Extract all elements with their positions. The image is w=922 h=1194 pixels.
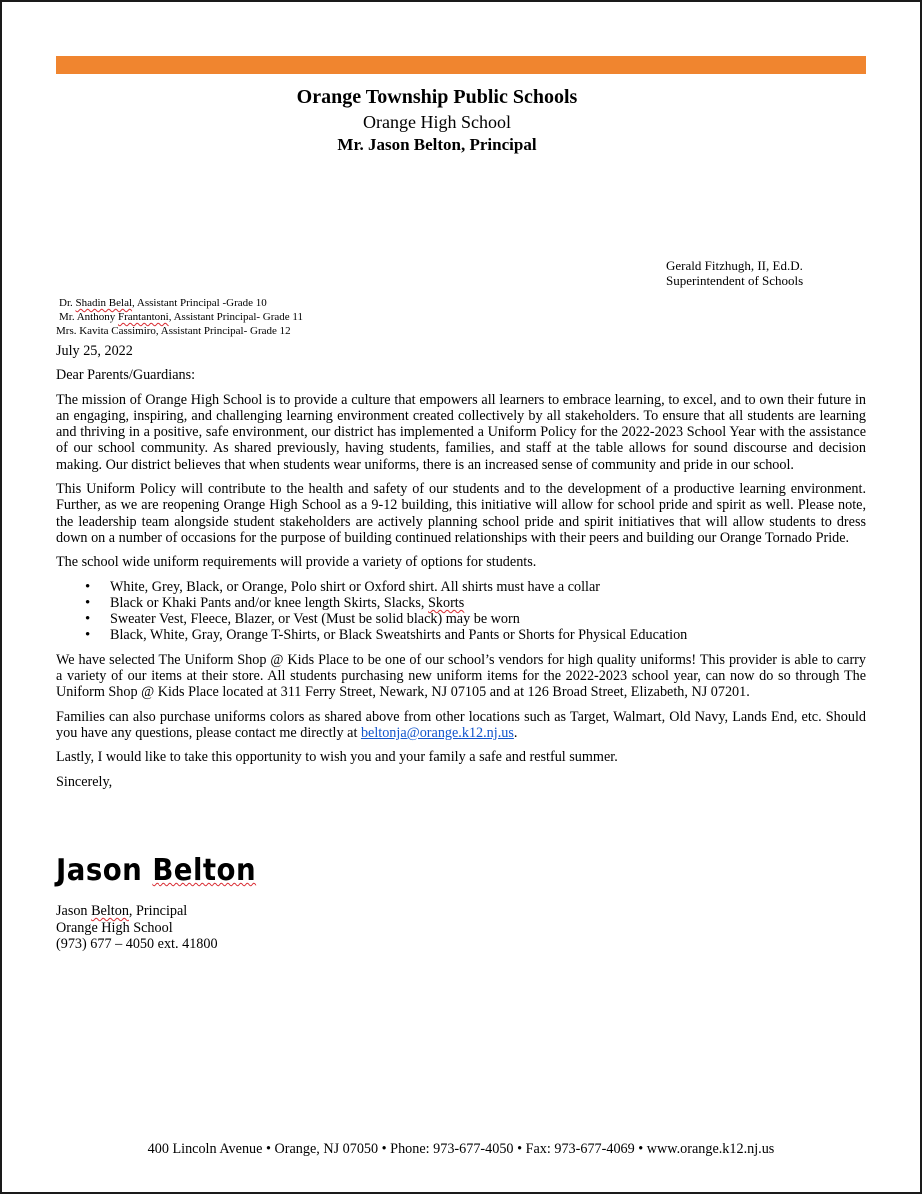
contact-text: Families can also purchase uniforms colors as shared above from other locations such as Target, Walmart, Old Navy, Lands End, etc. Should you have any questions, please contact me directly at (56, 708, 866, 741)
signer-name-line (56, 903, 218, 920)
ap1-role: , Assistant Principal -Grade 10 (132, 297, 267, 309)
letter-date: July 25, 2022 (56, 343, 133, 359)
footer-address: 400 Lincoln Avenue • Orange, NJ 07050 • Phone: 973-677-4050 • Fax: 973-677-4069 • www.orange.k12.nj.us (147, 1141, 775, 1157)
list-item: • Black, White, Gray, Orange T-Shirts, or Black Sweatshirts and Pants or Shorts for Physical Education (110, 627, 866, 643)
closing: Sincerely, (56, 773, 113, 790)
signer-last: Belton (91, 903, 129, 919)
assistant-principal-2 (56, 310, 303, 324)
header-accent-bar (56, 56, 866, 74)
list-item (110, 595, 866, 611)
signer-block (56, 903, 218, 953)
paragraph-closing-wish: Lastly, I would like to take this opportunity to wish you and your family a safe and restful summer. (56, 749, 618, 766)
salutation: Dear Parents/Guardians: (56, 367, 196, 384)
signer-first: Jason (56, 903, 92, 919)
list-item: • White, Grey, Black, or Orange, Polo shirt or Oxford shirt. All shirts must have a collar (110, 579, 866, 595)
email-link[interactable]: beltonja@orange.k12.nj.us (360, 724, 514, 741)
assistant-principals (56, 296, 303, 338)
principal-name: Mr. Jason Belton, Principal (337, 135, 537, 154)
paragraph-contact (56, 709, 866, 742)
list-item: • Sweater Vest, Fleece, Blazer, or Vest (Must be solid black) may be worn (110, 611, 866, 627)
contact-period: . (513, 724, 518, 741)
signer-school: Orange High School (56, 919, 173, 936)
ap2-name: Frantantoni (117, 311, 169, 323)
signature-first: Jason (56, 853, 153, 888)
letter-body (56, 343, 866, 798)
superintendent-name: Gerald Fitzhugh, II, Ed.D. (666, 258, 803, 273)
signature-last: Belton (152, 853, 257, 888)
superintendent-block (666, 258, 803, 288)
uniform-requirements-list (56, 579, 866, 644)
ap2-role: , Assistant Principal- Grade 11 (168, 311, 304, 323)
school-name: Orange High School (363, 112, 511, 132)
ap1-prefix: Dr. (59, 297, 76, 309)
bullet2-skorts: Skorts (428, 594, 465, 611)
paragraph-policy: This Uniform Policy will contribute to the health and safety of our students and to the development of a productive learning environment. Further, as we are reopening Orange High School as a 9-12 building, this initiative will allow for school pride and spirit as well. Please note, the leadership team alongside student stakeholders are actively planning school pride and spirit initiatives that will allow students to dress down on a number of occasions for the purpose of building continued relationships with their peers and building our Orange Tornado Pride. (56, 481, 866, 546)
paragraph-vendor: We have selected The Uniform Shop @ Kids Place to be one of our school’s vendors for high quality uniforms! This provider is able to carry a variety of our items at their store. All students purchasing new uniform items for the 2022-2023 school year, can now do so through The Uniform Shop @ Kids Place located at 311 Ferry Street, Newark, NJ 07105 and at 126 Broad Street, Elizabeth, NJ 07201. (56, 651, 866, 701)
superintendent-title: Superintendent of Schools (666, 273, 804, 288)
signer-phone: (973) 677 – 4050 ext. 41800 (56, 936, 218, 952)
paragraph-mission: The mission of Orange High School is to provide a culture that empowers all learners to embrace learning, to excel, and to own their future in an engaging, inspiring, and challenging learning environment created collectively by all stakeholders. To ensure that all students are learning and thriving in a positive, safe environment, our district has implemented a Uniform Policy for the 2022-2023 School Year with the assistance of our school community. As shared previously, having students, families, and staff at the table allows for sound discourse and decision making. Our district believes that when students wear uniforms, there is an increased sense of community and pride in our school. (56, 391, 866, 473)
ap2-prefix: Mr. Anthony (59, 311, 118, 323)
paragraph-requirements-intro: The school wide uniform requirements will provide a variety of options for students. (56, 554, 537, 571)
district-name: Orange Township Public Schools (296, 86, 578, 108)
signature (56, 853, 256, 888)
bullet2-text: Black or Khaki Pants and/or knee length Skirts, Slacks, (110, 594, 428, 611)
signer-title: , Principal (128, 903, 188, 919)
assistant-principal-3: Mrs. Kavita Cassimiro, Assistant Principal- Grade 12 (56, 325, 291, 337)
assistant-principal-1 (56, 296, 303, 310)
ap1-name: Shadin Belal (75, 297, 133, 309)
